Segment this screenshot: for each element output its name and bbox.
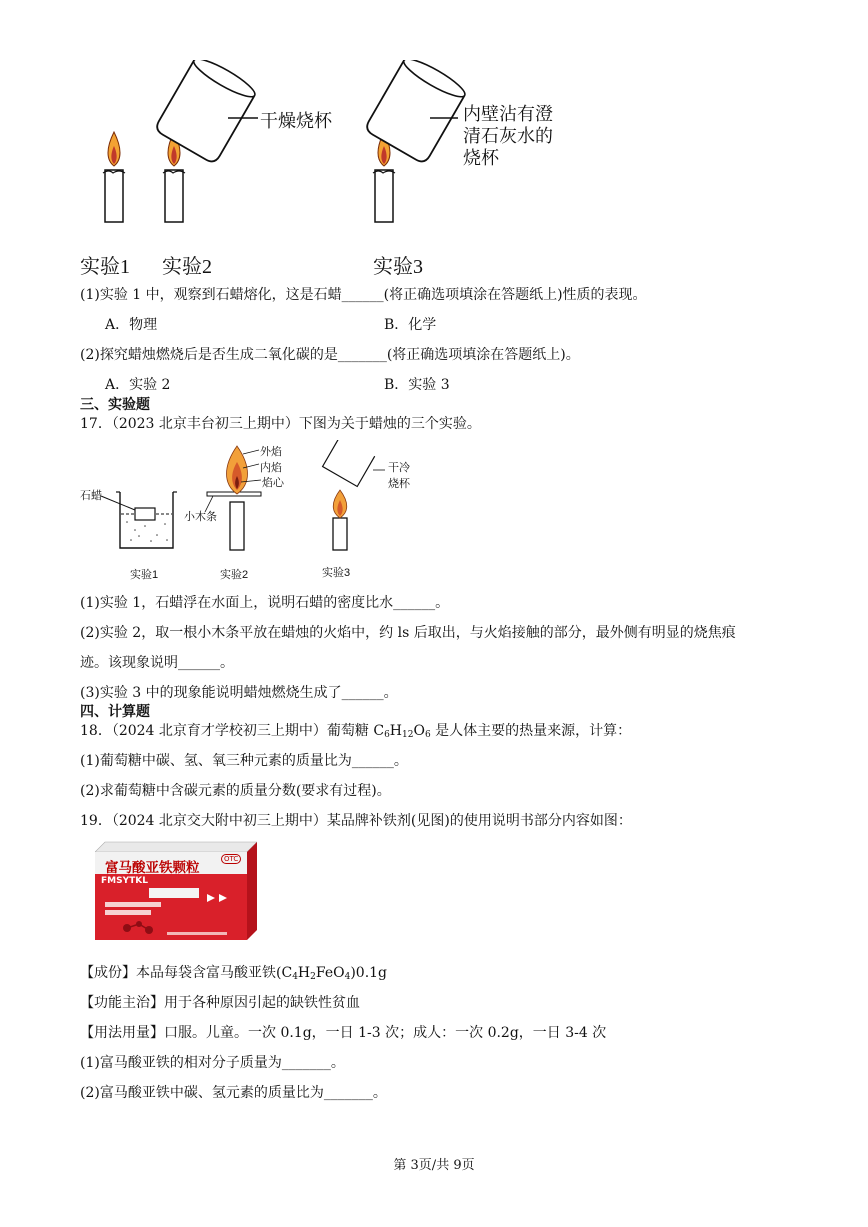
q19-ingredient-c: )0.1g [350, 965, 388, 981]
fig2-label-flame-core: 焰心 [262, 477, 284, 489]
fig2-label-wax: 石蜡 [80, 490, 102, 502]
label-limewater-line-2: 清石灰水的 [463, 126, 553, 146]
q18-sub-h: 12 [402, 730, 414, 740]
fig2-label-cold-beaker [388, 460, 410, 492]
q16-part2: (2)探究蜡烛燃烧后是否生成二氧化碳的是_______(将正确选项填涂在答题纸上)。 [80, 347, 580, 363]
q16-part2-option-a: A．实验 2 [105, 377, 171, 393]
q16-part2-option-b: B．实验 3 [384, 377, 450, 393]
label-dry-beaker: 干燥烧杯 [260, 111, 332, 131]
fig2-exp2-label: 实验2 [220, 569, 249, 581]
label-limewater-line-1: 内壁沾有澄 [463, 104, 553, 124]
candle-with-wood-stick [205, 446, 261, 550]
q18-h: H [389, 723, 403, 739]
q18-sub-c: 6 [384, 730, 390, 740]
q18-o: O [413, 723, 425, 739]
q18-intro [80, 720, 631, 740]
q18-intro-a: 18．（2024 北京育才学校初三上期中）葡萄糖 C [80, 723, 385, 739]
q16-part1-option-b: B．化学 [384, 317, 437, 333]
candle-experiment-figure-1 [70, 60, 630, 290]
q18-intro-b: 是人体主要的热量来源，计算： [430, 723, 632, 739]
fig1-exp3-label: 实验3 [373, 256, 423, 278]
q19-ingredient-a: 【成份】本品每袋含富马酸亚铁(C [80, 965, 293, 981]
q16-part1: (1)实验 1 中，观察到石蜡熔化，这是石蜡______(将正确选项填涂在答题纸上)性质的表现。 [80, 287, 647, 303]
q19-part1: (1)富马酸亚铁的相对分子质量为_______。 [80, 1055, 345, 1071]
q19-sub-h: 2 [310, 972, 316, 982]
fig2-exp3-label: 实验3 [322, 567, 351, 579]
water-beaker-with-wax [101, 492, 177, 548]
section-heading-calculation: 四、计算题 [80, 704, 150, 720]
fig2-exp1-label: 实验1 [130, 569, 159, 581]
q19-part2: (2)富马酸亚铁中碳、氢元素的质量比为_______。 [80, 1085, 387, 1101]
q17-part1: (1)实验 1，石蜡浮在水面上，说明石蜡的密度比水______。 [80, 595, 450, 611]
q19-h: H [297, 965, 311, 981]
q18-part1: (1)葡萄糖中碳、氢、氧三种元素的质量比为______。 [80, 753, 408, 769]
q19-sub-c: 4 [292, 972, 298, 982]
fig2-label-cold-beaker-line-2: 烧杯 [388, 478, 410, 490]
q18-sub-o: 6 [424, 730, 431, 740]
otc-badge: OTC [221, 854, 241, 864]
q19-sub-o: 4 [344, 972, 351, 982]
q17-part3: (3)实验 3 中的现象能说明蜡烛燃烧生成了______。 [80, 685, 398, 701]
q18-part2: (2)求葡萄糖中含碳元素的质量分数(要求有过程)。 [80, 783, 391, 799]
section-heading-experiment: 三、实验题 [80, 397, 150, 413]
fig2-label-wood-stick: 小木条 [184, 511, 217, 523]
q19-feo: FeO [315, 965, 345, 981]
candle-experiment-figure-2 [75, 440, 435, 590]
fig2-label-outer-flame: 外焰 [260, 446, 282, 458]
q19-function: 【功能主治】用于各种原因引起的缺铁性贫血 [80, 995, 360, 1011]
fig2-label-cold-beaker-line-1: 干冷 [388, 462, 410, 474]
label-limewater-beaker [463, 103, 553, 169]
iron-supplement-box-image [95, 838, 257, 942]
q17-part2-line2: 迹。该现象说明______。 [80, 655, 234, 671]
q19-usage: 【用法用量】口服。儿童。一次 0.1g，一日 1-3 次；成人：一次 0.2g，一日 3-4 次 [80, 1025, 607, 1041]
fig1-exp1-label: 实验1 [80, 256, 130, 278]
candle-with-cold-beaker [323, 440, 385, 550]
q17-part2-line1: (2)实验 2，取一根小木条平放在蜡烛的火焰中，约 ls 后取出，与火焰接触的部分，最外侧有明显的烧焦痕 [80, 625, 736, 641]
page-footer: 第 3页/共 9页 [393, 1158, 475, 1173]
label-limewater-line-3: 烧杯 [463, 148, 499, 168]
fig1-exp2-label: 实验2 [162, 256, 212, 278]
q17-intro: 17．（2023 北京丰台初三上期中）下图为关于蜡烛的三个实验。 [80, 416, 481, 432]
product-box-title: 富马酸亚铁颗粒 [105, 860, 200, 876]
product-box-brand: FMSYTKL [101, 876, 148, 886]
q19-intro: 19．（2024 北京交大附中初三上期中）某品牌补铁剂(见图)的使用说明书部分内容如图： [80, 813, 632, 829]
fig2-label-inner-flame: 内焰 [260, 462, 282, 474]
q16-part1-option-a: A．物理 [105, 317, 158, 333]
q19-ingredient [80, 962, 387, 982]
candle-1 [103, 132, 125, 222]
